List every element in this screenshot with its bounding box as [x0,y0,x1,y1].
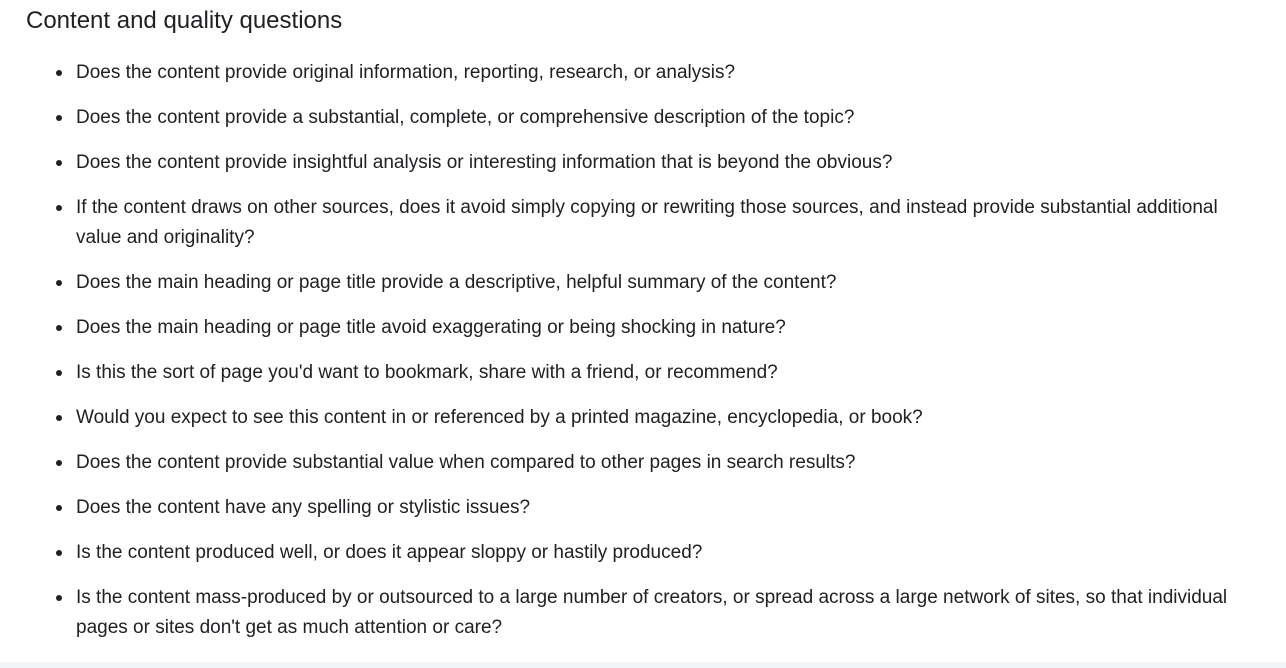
list-item [0,583,1240,643]
bullet-icon [56,205,62,211]
list-item [0,313,1240,343]
list-item-text: Does the main heading or page title provide a descriptive, helpful summary of the content? [76,272,837,293]
section-heading: Content and quality questions [26,7,343,34]
list-item [0,403,1240,433]
list-item-text: Does the content provide insightful analysis or interesting information that is beyond the obvious? [76,152,893,173]
list-item [0,493,1240,523]
list-item [0,538,1240,568]
bullet-icon [56,325,62,331]
list-item [0,448,1240,478]
list-item [0,148,1240,178]
list-item-text: Does the content provide a substantial, complete, or comprehensive description of the topic? [76,107,855,128]
bullet-icon [56,505,62,511]
list-item [0,268,1240,298]
list-item [0,58,1240,88]
bullet-icon [56,460,62,466]
page-bottom-divider [0,662,1286,668]
question-list [0,58,1240,658]
bullet-icon [56,370,62,376]
list-item-text: Is the content produced well, or does it appear sloppy or hastily produced? [76,542,703,563]
bullet-icon [56,415,62,421]
bullet-icon [56,280,62,286]
list-item-text: Is the content mass-produced by or outsourced to a large number of creators, or spread across a large network of sites, so that individual pages or sites don't get as much attention or care? [76,587,1228,638]
list-item [0,358,1240,388]
list-item-text: Does the main heading or page title avoid exaggerating or being shocking in nature? [76,317,786,338]
list-item [0,103,1240,133]
bullet-icon [56,70,62,76]
list-item [0,193,1240,253]
list-item-text: Is this the sort of page you'd want to bookmark, share with a friend, or recommend? [76,362,778,383]
bullet-icon [56,160,62,166]
bullet-icon [56,115,62,121]
list-item-text: If the content draws on other sources, does it avoid simply copying or rewriting those sources, and instead provide substantial additional value and originality? [76,197,1218,248]
list-item-text: Does the content have any spelling or stylistic issues? [76,497,531,518]
list-item-text: Does the content provide original information, reporting, research, or analysis? [76,62,736,83]
list-item-text: Would you expect to see this content in or referenced by a printed magazine, encyclopedia, or book? [76,407,923,428]
bullet-icon [56,595,62,601]
list-item-text: Does the content provide substantial value when compared to other pages in search results? [76,452,856,473]
bullet-icon [56,550,62,556]
